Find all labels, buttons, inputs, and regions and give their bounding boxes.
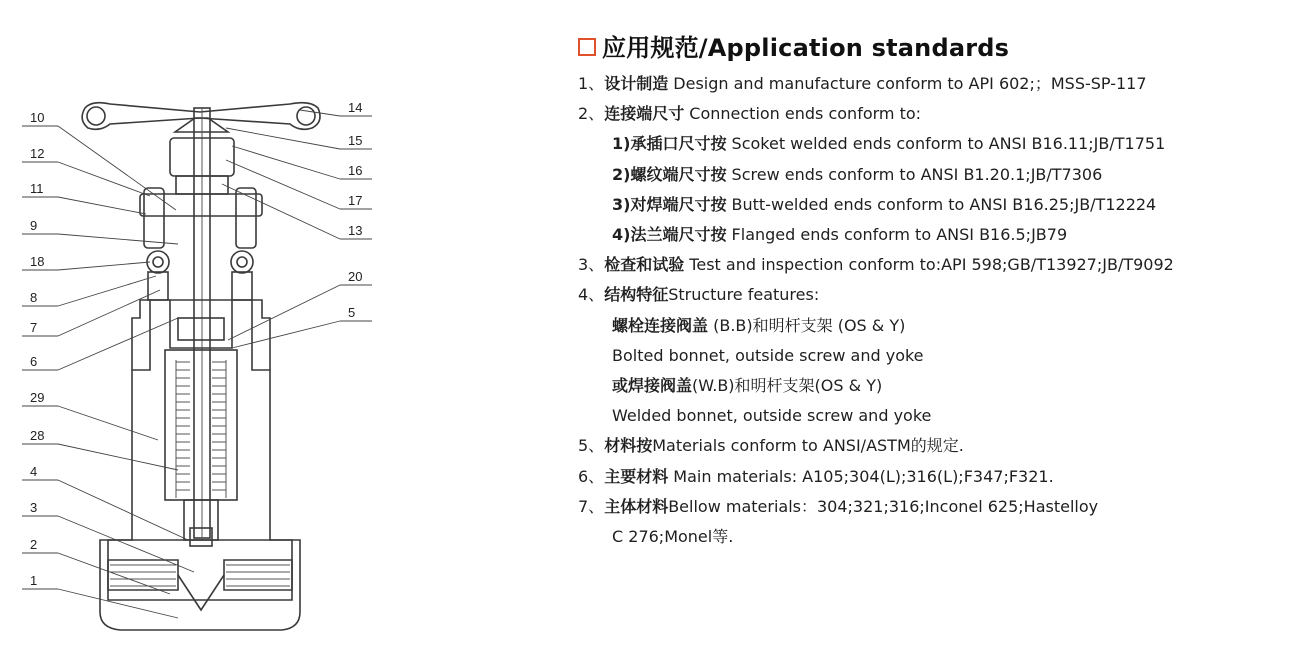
item-en: Screw ends conform to ANSI B1.20.1;JB/T7306	[726, 164, 1103, 184]
item-cn: 主要材料	[604, 466, 669, 486]
item-number: 2、	[578, 104, 605, 124]
callout-3: 3	[30, 500, 38, 515]
item-en: Main materials: A105;304(L);316(L);F347;F321.	[668, 466, 1054, 486]
callout-5: 5	[348, 305, 356, 320]
item-cn: 螺栓连接阀盖	[612, 315, 709, 335]
item-number: 7、	[578, 496, 605, 516]
item-number: 1、	[578, 74, 605, 93]
item-number: 4、	[578, 285, 605, 305]
list-item	[578, 522, 1278, 552]
item-number: 5、	[578, 436, 605, 456]
handwheel	[82, 103, 320, 132]
callout-6: 6	[30, 354, 38, 369]
item-en: (W.B)和明杆支架(OS & Y)	[692, 376, 883, 396]
item-en: Bellow materials：304;321;316;Inconel 625;Hastelloy	[668, 496, 1099, 516]
callout-9: 9	[30, 218, 38, 233]
standards-list	[578, 69, 1278, 552]
item-cn: 主体材料	[604, 496, 669, 516]
list-item	[578, 371, 1278, 401]
callout-16: 16	[348, 163, 363, 178]
heading-square-icon	[578, 38, 596, 56]
item-cn: 材料按	[604, 436, 653, 456]
item-en: Materials conform to ANSI/ASTM的规定.	[652, 436, 964, 456]
item-cn: 1)承插口尺寸按	[612, 134, 727, 154]
item-cn: 2)螺纹端尺寸按	[612, 164, 727, 184]
callout-10: 10	[30, 110, 45, 125]
stem	[194, 108, 210, 540]
bonnet	[132, 300, 270, 370]
item-cn: 结构特征	[604, 285, 669, 305]
section-heading	[578, 28, 1278, 63]
valve-body-lower	[100, 540, 300, 630]
application-standards-panel	[578, 28, 1278, 552]
list-item	[578, 220, 1278, 250]
item-en: (B.B)和明杆支架 (OS & Y)	[708, 315, 906, 335]
list-item	[578, 99, 1278, 129]
item-en: Test and inspection conform to:API 598;GB/T13927;JB/T9092	[684, 255, 1174, 275]
callout-15: 15	[348, 133, 363, 148]
callout-12: 12	[30, 146, 45, 161]
list-item	[578, 401, 1278, 431]
callout-8: 8	[30, 290, 38, 305]
list-item	[578, 250, 1278, 280]
item-en: Design and manufacture conform to API 602;；MSS-SP-117	[668, 74, 1147, 93]
callout-28: 28	[30, 428, 45, 443]
callout-20: 20	[348, 269, 363, 284]
item-en: Structure features:	[668, 285, 820, 305]
list-item	[578, 431, 1278, 461]
list-item	[578, 190, 1278, 220]
item-cn: 3)对焊端尺寸按	[612, 194, 727, 214]
list-item	[578, 129, 1278, 159]
callout-7: 7	[30, 320, 38, 335]
item-number: 3、	[578, 255, 605, 275]
item-cn: 检查和试验	[604, 255, 685, 275]
list-item	[578, 311, 1278, 341]
item-number: 6、	[578, 466, 605, 486]
item-en: C 276;Monel等.	[612, 527, 734, 547]
body-column	[108, 350, 292, 600]
list-item	[578, 492, 1278, 522]
callout-2: 2	[30, 537, 38, 552]
callout-17: 17	[348, 193, 363, 208]
list-item	[578, 160, 1278, 190]
item-en: Flanged ends conform to ANSI B16.5;JB79	[726, 225, 1068, 245]
item-en: Connection ends conform to:	[684, 104, 922, 124]
right-callouts	[222, 100, 372, 348]
callout-13: 13	[348, 223, 363, 238]
list-item	[578, 280, 1278, 310]
callout-14: 14	[348, 100, 363, 115]
list-item	[578, 69, 1278, 99]
item-en: Bolted bonnet, outside screw and yoke	[612, 345, 924, 365]
item-cn: 连接端尺寸	[604, 104, 685, 124]
valve-cross-section-drawing	[0, 0, 560, 655]
callout-29: 29	[30, 390, 45, 405]
list-item	[578, 462, 1278, 492]
item-en: Welded bonnet, outside screw and yoke	[612, 406, 932, 426]
item-en: Scoket welded ends conform to ANSI B16.11;JB/T1751	[726, 134, 1166, 154]
callout-11: 11	[30, 181, 44, 196]
item-cn: 或焊接阀盖	[612, 376, 693, 396]
heading-title: 应用规范/Application standards	[602, 34, 1010, 62]
callout-4: 4	[30, 464, 38, 479]
item-cn: 4)法兰端尺寸按	[612, 225, 727, 245]
item-en: Butt-welded ends conform to ANSI B16.25;JB/T12224	[726, 194, 1157, 214]
item-cn: 设计制造	[604, 74, 669, 93]
eye-bolts	[144, 188, 256, 300]
callout-18: 18	[30, 254, 45, 269]
list-item	[578, 341, 1278, 371]
callout-1: 1	[30, 573, 38, 588]
